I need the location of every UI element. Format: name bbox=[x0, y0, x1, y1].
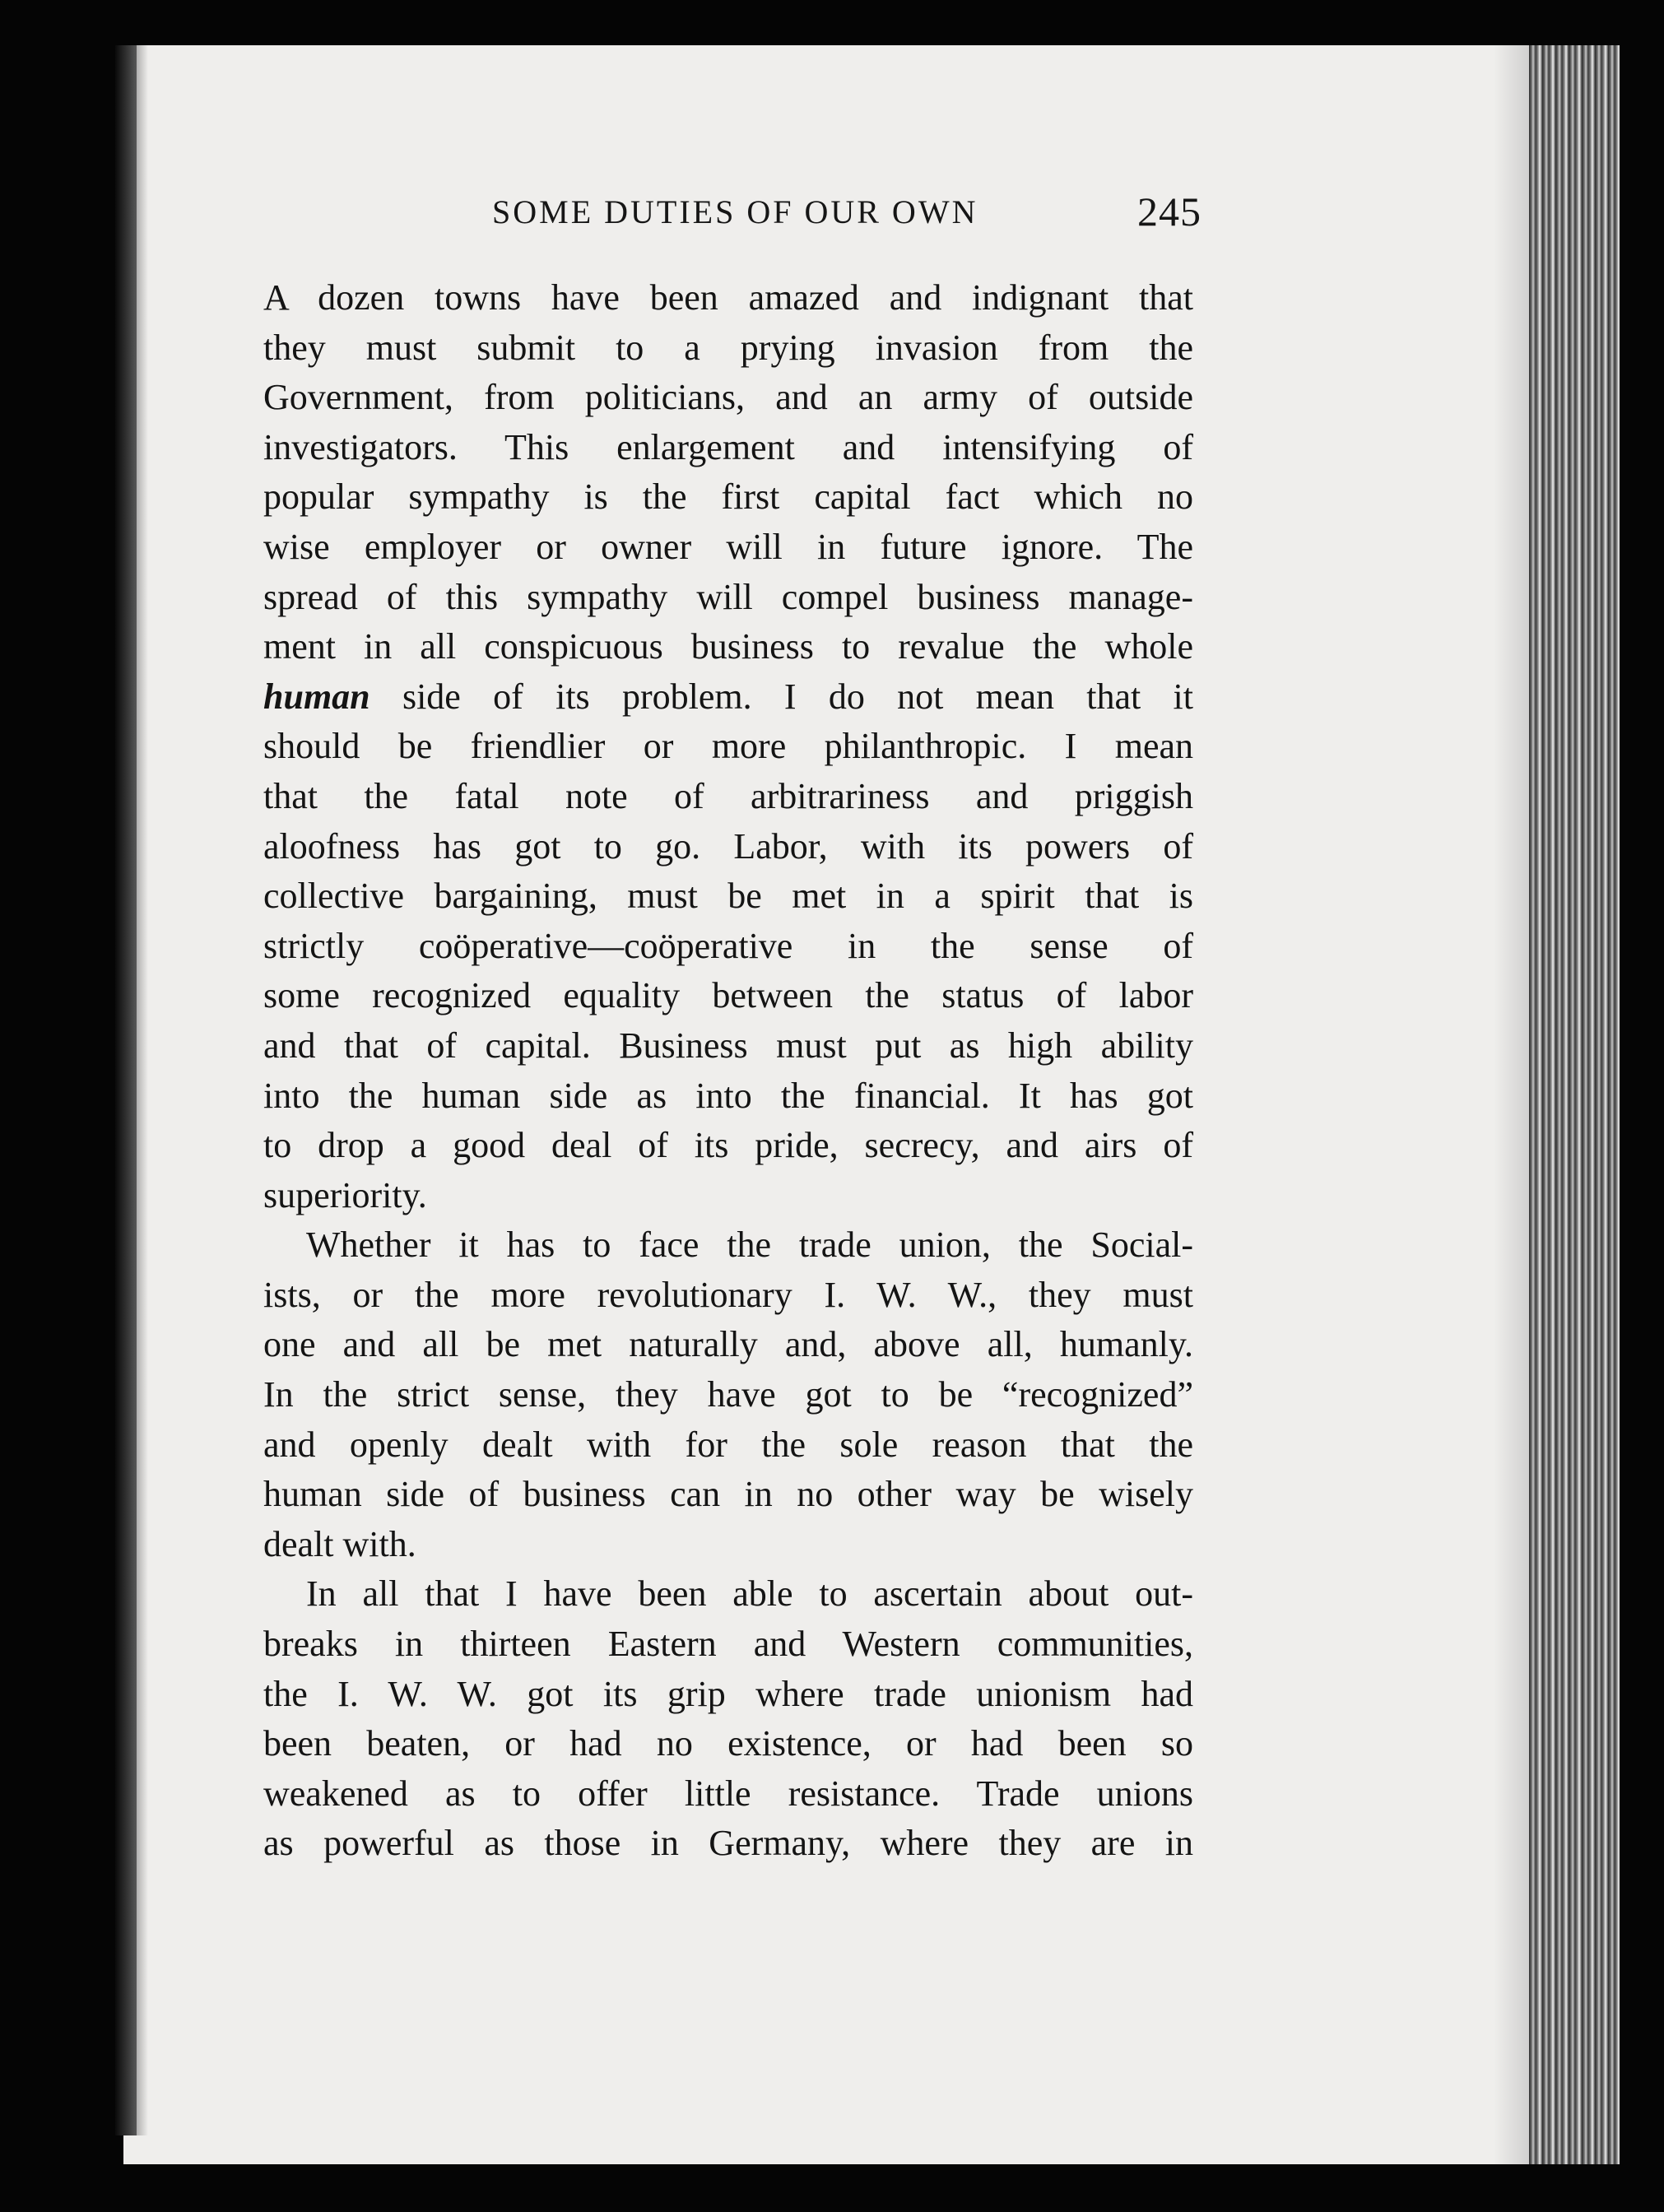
text-line: ists, or the more revolutionary I. W. W., they must bbox=[263, 1274, 1193, 1315]
text-line: A dozen towns have been amazed and indignant that bbox=[263, 277, 1193, 318]
paragraph-1 bbox=[263, 273, 1193, 1220]
text-line: that the fatal note of arbitrariness and priggish bbox=[263, 775, 1193, 816]
text-line: spread of this sympathy will compel business manage- bbox=[263, 576, 1193, 617]
text-line: superiority. bbox=[263, 1174, 427, 1215]
text-line: the I. W. W. got its grip where trade unionism had bbox=[263, 1673, 1193, 1714]
text-line: strictly coöperative—coöperative in the sense of bbox=[263, 925, 1193, 966]
text-line: investigators. This enlargement and intensifying of bbox=[263, 426, 1193, 467]
body-text bbox=[263, 273, 1193, 1869]
text-line: breaks in thirteen Eastern and Western communities, bbox=[263, 1624, 1193, 1665]
book-gutter-shadow bbox=[115, 45, 137, 2135]
text-line: collective bargaining, must be met in a spirit that is bbox=[263, 876, 1193, 917]
text-line: and that of capital. Business must put as high ability bbox=[263, 1025, 1193, 1066]
text-line: In the strict sense, they have got to be “recognized” bbox=[263, 1374, 1193, 1415]
text-line: In all that I have been able to ascertain about out- bbox=[306, 1573, 1193, 1615]
text-line: human side of business can in no other way be wisely bbox=[263, 1474, 1193, 1515]
text-line: Whether it has to face the trade union, the Social- bbox=[306, 1224, 1193, 1266]
text-line: weakened as to offer little resistance. Trade unions bbox=[263, 1773, 1193, 1814]
text-line: as powerful as those in Germany, where they are in bbox=[263, 1823, 1193, 1864]
text-line: Government, from politicians, and an army of outside bbox=[263, 377, 1193, 418]
text-line: they must submit to a prying invasion from the bbox=[263, 327, 1193, 368]
text-line: aloofness has got to go. Labor, with its powers of bbox=[263, 825, 1193, 867]
page-number: 245 bbox=[1137, 188, 1202, 235]
text-line: wise employer or owner will in future ignore. The bbox=[263, 526, 1193, 567]
text-line: one and all be met naturally and, above all, humanly. bbox=[263, 1324, 1193, 1365]
running-head: SOME DUTIES OF OUR OWN bbox=[492, 193, 978, 230]
text-line: and openly dealt with for the sole reason that the bbox=[263, 1424, 1193, 1465]
text-line: been beaten, or had no existence, or had been so bbox=[263, 1723, 1193, 1764]
text-line: to drop a good deal of its pride, secrecy, and airs of bbox=[263, 1125, 1193, 1166]
text-fragment: side of its problem. I do not mean that it bbox=[402, 676, 1194, 717]
page-header bbox=[263, 188, 1202, 240]
text-line: ment in all conspicuous business to revalue the whole bbox=[263, 626, 1193, 667]
paragraph-3 bbox=[263, 1569, 1193, 1869]
text-line: some recognized equality between the status of labor bbox=[263, 975, 1193, 1016]
page-stack-edge bbox=[1529, 45, 1620, 2164]
text-line: should be friendlier or more philanthropic. I mean bbox=[263, 726, 1193, 767]
italic-word: human bbox=[263, 676, 370, 717]
text-line: into the human side as into the financial. It has got bbox=[263, 1075, 1193, 1116]
gutter-fade bbox=[137, 45, 148, 2135]
text-line: dealt with. bbox=[263, 1523, 416, 1564]
paragraph-2 bbox=[263, 1220, 1193, 1569]
text-line: popular sympathy is the first capital fact which no bbox=[263, 476, 1193, 518]
text-line-with-italic bbox=[263, 672, 1193, 723]
